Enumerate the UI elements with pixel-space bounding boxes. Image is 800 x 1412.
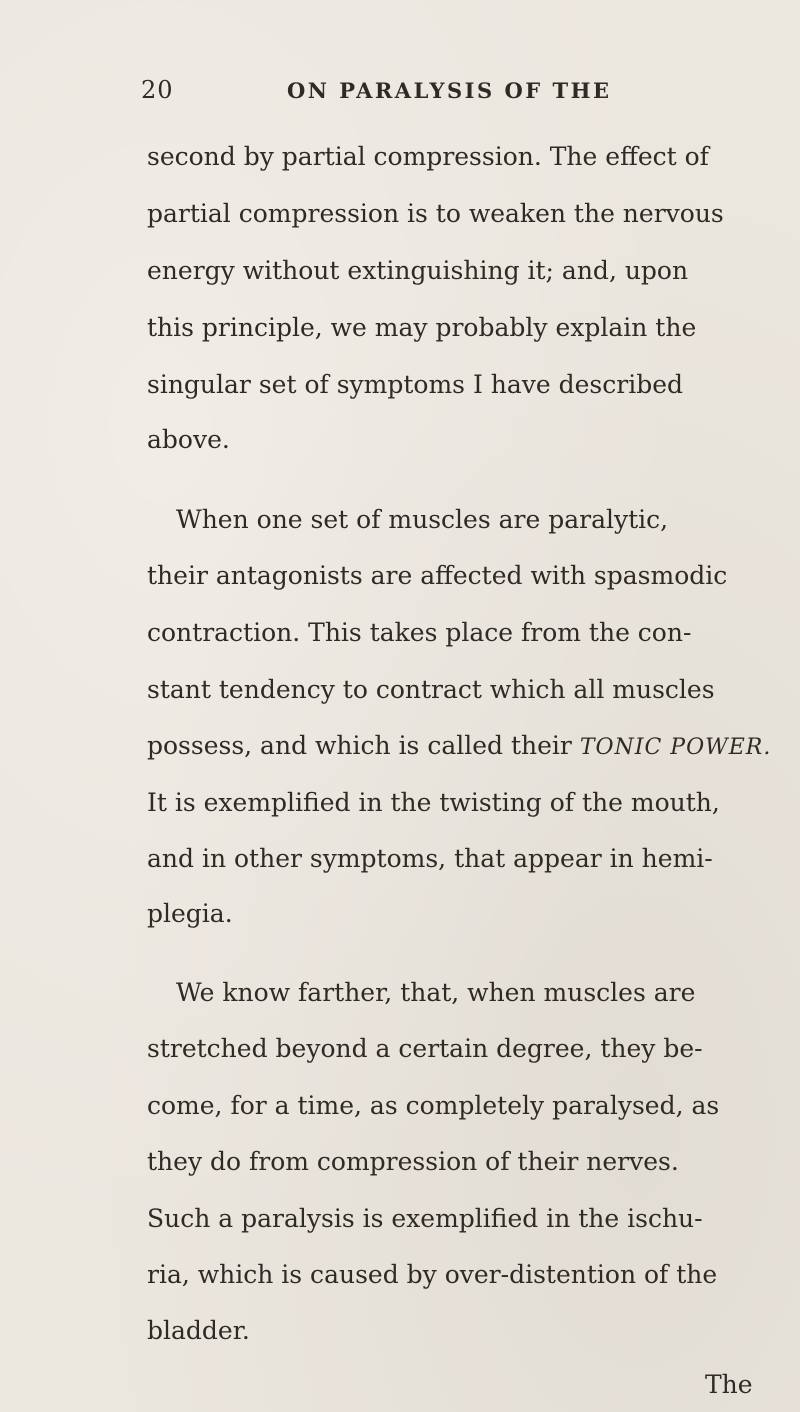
text-line: bladder. bbox=[147, 1316, 250, 1345]
text-line: stretched beyond a certain degree, they be- bbox=[147, 1034, 703, 1063]
text-line: and in other symptoms, that appear in hemi- bbox=[147, 844, 713, 873]
catchword: The bbox=[705, 1370, 753, 1399]
text-line: energy without extinguishing it; and, upon bbox=[147, 256, 689, 285]
text-line: We know farther, that, when muscles are bbox=[176, 978, 696, 1007]
text-line: It is exemplified in the twisting of the mouth, bbox=[147, 788, 720, 817]
text-line: second by partial compression. The effect of bbox=[147, 142, 709, 171]
text-line: this principle, we may probably explain the bbox=[147, 313, 697, 342]
text-line: contraction. This takes place from the con- bbox=[147, 618, 692, 647]
tonic-power-term: TONIC POWER. bbox=[579, 735, 772, 760]
text-line: singular set of symptoms I have described bbox=[147, 370, 684, 399]
text-line: When one set of muscles are paralytic, bbox=[176, 505, 669, 534]
page-header bbox=[0, 76, 800, 106]
text-line: they do from compression of their nerves. bbox=[147, 1147, 679, 1176]
text-line bbox=[147, 731, 787, 763]
running-head: ON PARALYSIS OF THE bbox=[287, 78, 612, 103]
text-line: partial compression is to weaken the nervous bbox=[147, 199, 724, 228]
text-line: plegia. bbox=[147, 899, 233, 928]
page-number: 20 bbox=[141, 76, 174, 104]
text-line: ria, which is caused by over-distention of the bbox=[147, 1260, 718, 1289]
text-segment: possess, and which is called their bbox=[147, 731, 580, 760]
text-line: their antagonists are affected with spasmodic bbox=[147, 561, 728, 590]
text-line: stant tendency to contract which all muscles bbox=[147, 675, 715, 704]
text-line: come, for a time, as completely paralysed, as bbox=[147, 1091, 720, 1120]
text-line: Such a paralysis is exemplified in the ischu- bbox=[147, 1204, 703, 1233]
text-line: above. bbox=[147, 425, 230, 454]
